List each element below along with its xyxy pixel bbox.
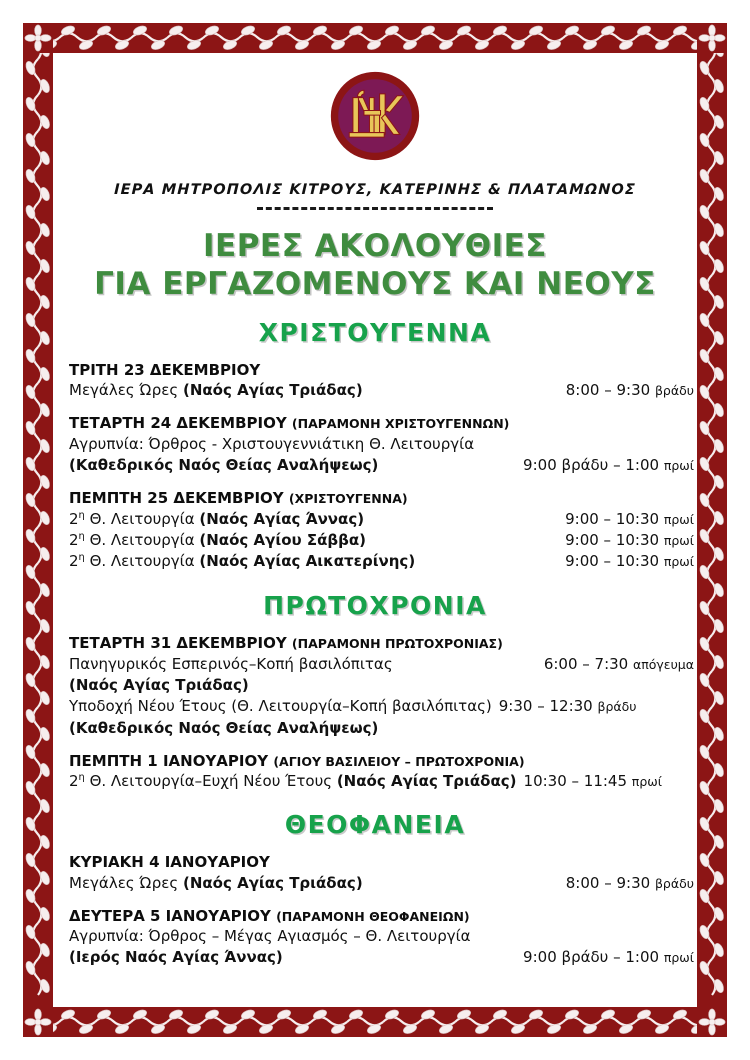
service-description: Πανηγυρικός Εσπερινός–Κοπή βασιλόπιτας bbox=[69, 654, 393, 673]
service-time: 8:00 – 9:30 βράδυ bbox=[565, 381, 694, 400]
service-row bbox=[56, 551, 694, 572]
day-block bbox=[56, 633, 694, 738]
service-description: Υποδοχή Νέου Έτους (Θ. Λειτουργία–Κοπή βασιλόπιτας) bbox=[69, 697, 492, 716]
service-row bbox=[56, 654, 694, 675]
day-title: ΤΕΤΑΡΤΗ 24 ΔΕΚΕΜΒΡΙΟΥ (ΠΑΡΑΜΟΝΗ ΧΡΙΣΤΟΥΓΕΝΝΩΝ) bbox=[69, 414, 510, 433]
service-time: 9:30 – 12:30 βράδυ bbox=[498, 697, 637, 716]
day-title: ΔΕΥΤΕΡΑ 5 ΙΑΝΟΥΑΡΙΟΥ (ΠΑΡΑΜΟΝΗ ΘΕΟΦΑΝΕΙΩΝ) bbox=[69, 906, 470, 925]
service-row bbox=[56, 926, 694, 947]
page-title bbox=[56, 227, 694, 304]
page-title-line2: ΓΙΑ ΕΡΓΑΖΟΜΕΝΟΥΣ ΚΑΙ ΝΕΟΥΣ bbox=[94, 266, 656, 303]
service-row bbox=[56, 873, 694, 894]
day-title: ΠΕΜΠΤΗ 25 ΔΕΚΕΜΒΡΙΟΥ (ΧΡΙΣΤΟΥΓΕΝΝΑ) bbox=[69, 489, 408, 508]
service-description: (Ιερός Ναός Αγίας Άννας) bbox=[69, 948, 283, 967]
day-title: ΚΥΡΙΑΚΗ 4 ΙΑΝΟΥΑΡΙΟΥ bbox=[69, 853, 270, 872]
service-row bbox=[56, 509, 694, 530]
service-time: 6:00 – 7:30 απόγευμα bbox=[543, 654, 694, 673]
day-title: ΤΡΙΤΗ 23 ΔΕΚΕΜΒΡΙΟΥ bbox=[69, 360, 261, 379]
poster-content bbox=[56, 56, 694, 1004]
day-block bbox=[56, 360, 694, 402]
emblem-container bbox=[56, 56, 694, 166]
service-description: Αγρυπνία: Όρθρος - Χριστουγεννιάτικη Θ. Λειτουργία bbox=[69, 434, 475, 453]
service-time: 9:00 – 10:30 πρωί bbox=[565, 552, 694, 571]
service-description: $2^\eta$ Θ. Λειτουργία–Ευχή Νέου Έτους (Ναός Αγίας Τριάδας) bbox=[69, 772, 517, 791]
service-description: Αγρυπνία: Όρθρος – Μέγας Αγιασμός – Θ. Λειτουργία bbox=[69, 927, 471, 946]
page-title-line1: ΙΕΡΕΣ ΑΚΟΛΟΥΘΙΕΣ bbox=[203, 228, 547, 264]
service-row bbox=[56, 434, 694, 455]
dashed-divider bbox=[257, 207, 493, 210]
service-row bbox=[56, 696, 694, 717]
day-block bbox=[56, 852, 694, 894]
service-time: 9:00 – 10:30 πρωί bbox=[565, 530, 694, 549]
service-description: $2^\eta$ Θ. Λειτουργία (Ναός Αγίας Άννας) bbox=[69, 509, 365, 528]
service-row bbox=[56, 455, 694, 476]
service-description: Μεγάλες Ώρες (Ναός Αγίας Τριάδας) bbox=[69, 873, 363, 892]
metropolis-name: ΙΕΡΑ ΜΗΤΡΟΠΟΛΙΣ ΚΙΤΡΟΥΣ, ΚΑΤΕΡΙΝΗΣ & ΠΛΑΤΑΜΩΝΟΣ bbox=[113, 182, 637, 198]
day-title: ΠΕΜΠΤΗ 1 ΙΑΝΟΥΑΡΙΟΥ (ΑΓΙΟΥ ΒΑΣΙΛΕΙΟΥ – ΠΡΩΤΟΧΡΟΝΙΑ) bbox=[69, 751, 525, 770]
service-time: 9:00 – 10:30 πρωί bbox=[565, 509, 694, 528]
service-row bbox=[56, 380, 694, 401]
section-heading: ΠΡΩΤΟΧΡΟΝΙΑ bbox=[263, 591, 487, 621]
section-heading: ΘΕΟΦΑΝΕΙΑ bbox=[284, 810, 466, 840]
day-title: ΤΕΤΑΡΤΗ 31 ΔΕΚΕΜΒΡΙΟΥ (ΠΑΡΑΜΟΝΗ ΠΡΩΤΟΧΡΟΝΙΑΣ) bbox=[69, 634, 503, 653]
service-description: (Ναός Αγίας Τριάδας) bbox=[69, 675, 249, 694]
service-time: 8:00 – 9:30 βράδυ bbox=[565, 873, 694, 892]
service-row bbox=[56, 675, 694, 696]
service-description: $2^\eta$ Θ. Λειτουργία (Ναός Αγίου Σάββα) bbox=[69, 530, 367, 549]
metropolis-seal-icon bbox=[329, 70, 421, 162]
sections-container bbox=[56, 318, 694, 969]
service-description: (Καθεδρικός Ναός Θείας Αναλήψεως) bbox=[69, 455, 379, 474]
day-block bbox=[56, 413, 694, 476]
service-time: 10:30 – 11:45 πρωί bbox=[523, 772, 662, 791]
service-time: 9:00 βράδυ – 1:00 πρωί bbox=[523, 948, 694, 967]
day-block bbox=[56, 906, 694, 969]
service-description: $2^\eta$ Θ. Λειτουργία (Ναός Αγίας Αικατερίνης) bbox=[69, 552, 416, 571]
service-time: 9:00 βράδυ – 1:00 πρωί bbox=[523, 455, 694, 474]
service-description: Μεγάλες Ώρες (Ναός Αγίας Τριάδας) bbox=[69, 381, 363, 400]
section-heading: ΧΡΙΣΤΟΥΓΕΝΝΑ bbox=[258, 317, 492, 347]
service-row bbox=[56, 771, 694, 792]
service-row bbox=[56, 530, 694, 551]
day-block bbox=[56, 488, 694, 572]
service-row bbox=[56, 718, 694, 739]
service-row bbox=[56, 947, 694, 968]
day-block bbox=[56, 751, 694, 793]
service-description: (Καθεδρικός Ναός Θείας Αναλήψεως) bbox=[69, 718, 379, 737]
